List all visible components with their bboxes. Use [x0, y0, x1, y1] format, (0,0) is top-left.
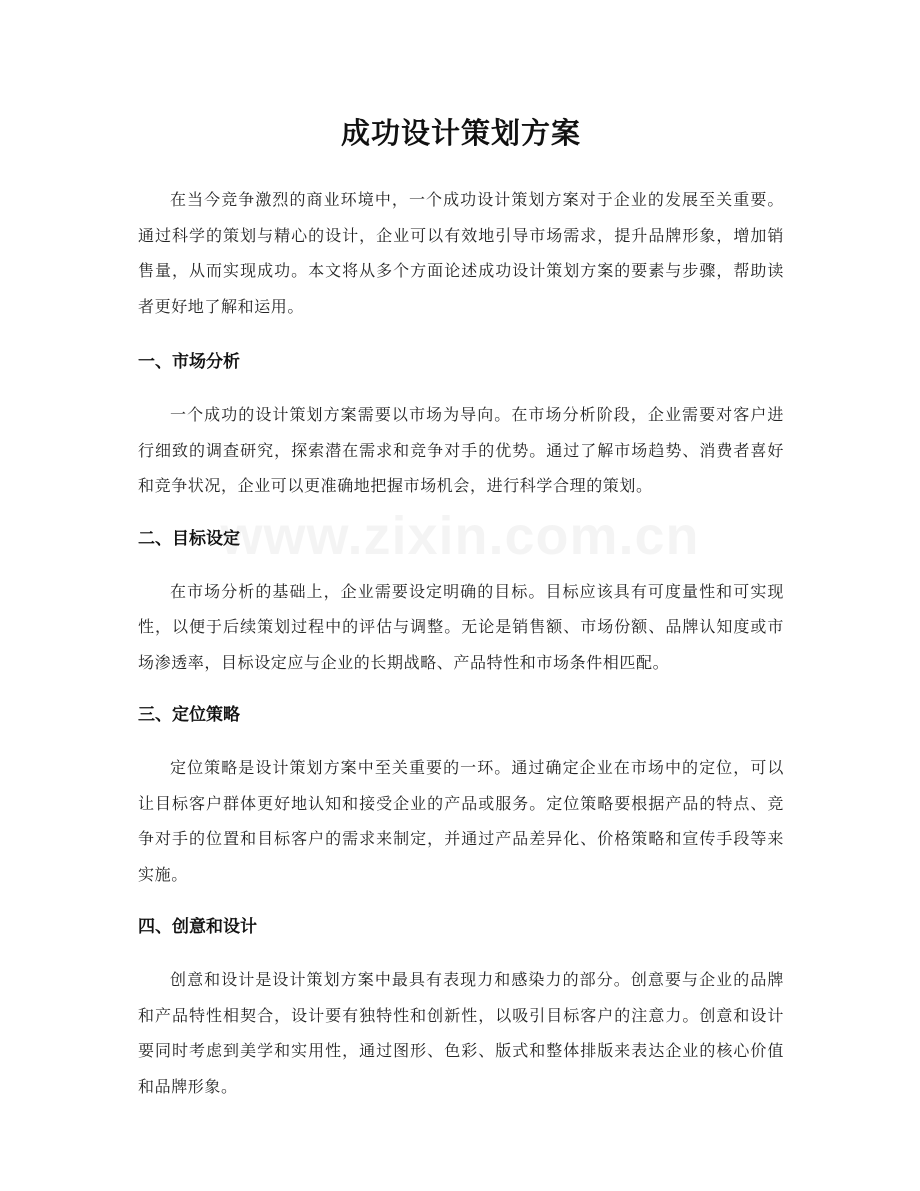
document-title: 成功设计策划方案: [340, 116, 581, 150]
section-body-market-analysis: 一个成功的设计策划方案需要以市场为导向。在市场分析阶段，企业需要对客户进行细致的调查研究，探索潜在需求和竞争对手的优势。通过了解市场趋势、消费者喜好和竞争状况，企业可以更准确地把握市场机会，进行科学合理的策划。: [138, 405, 784, 495]
section-body-positioning-strategy: 定位策略是设计策划方案中至关重要的一环。通过确定企业在市场中的定位，可以让目标客户群体更好地认知和接受企业的产品或服务。定位策略要根据产品的特点、竞争对手的位置和目标客户的需求来制定，并通过产品差异化、价格策略和宣传手段等来实施。: [138, 758, 784, 884]
section-heading-goal-setting: 二、目标设定: [138, 528, 240, 549]
section-heading-creative-design: 四、创意和设计: [138, 917, 257, 937]
document-content: [138, 110, 784, 1104]
intro-paragraph: 在当今竞争激烈的商业环境中，一个成功设计策划方案对于企业的发展至关重要。通过科学的策划与精心的设计，企业可以有效地引导市场需求，提升品牌形象，增加销售量，从而实现成功。本文将从多个方面论述成功设计策划方案的要素与步骤，帮助读者更好地了解和运用。: [138, 190, 784, 316]
section-body-goal-setting: 在市场分析的基础上，企业需要设定明确的目标。目标应该具有可度量性和可实现性，以便于后续策划过程中的评估与调整。无论是销售额、市场份额、品牌认知度或市场渗透率，目标设定应与企业的长期战略、产品特性和市场条件相匹配。: [138, 581, 784, 672]
section-heading-market-analysis: 一、市场分析: [138, 352, 240, 372]
section-heading-positioning-strategy: 三、定位策略: [138, 705, 240, 725]
section-body-creative-design: 创意和设计是设计策划方案中最具有表现力和感染力的部分。创意要与企业的品牌和产品特性相契合，设计要有独特性和创新性，以吸引目标客户的注意力。创意和设计要同时考虑到美学和实用性，通过图形、色彩、版式和整体排版来表达企业的核心价值和品牌形象。: [138, 970, 784, 1096]
